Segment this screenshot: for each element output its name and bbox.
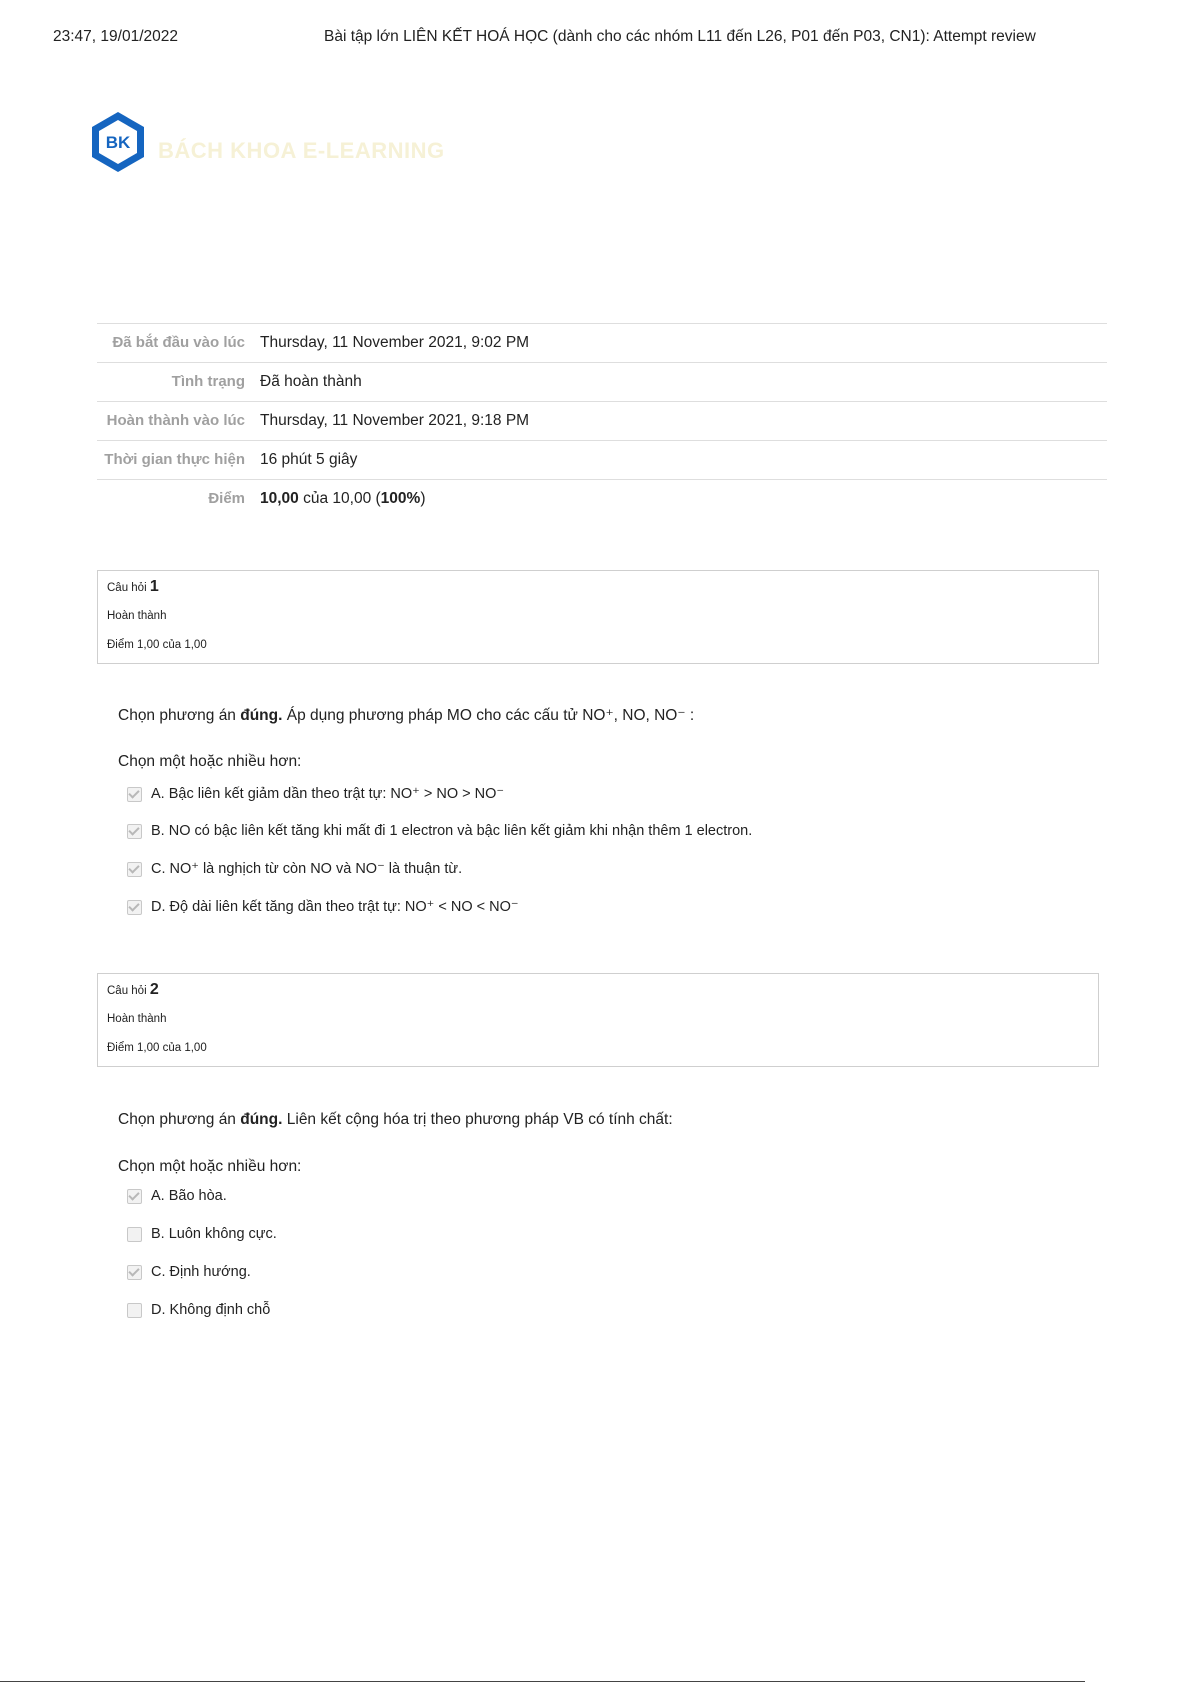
question-text-1 bbox=[118, 706, 694, 725]
question-text-2 bbox=[118, 1111, 673, 1129]
checkbox-checked[interactable] bbox=[127, 862, 142, 877]
question-info-2 bbox=[97, 973, 1099, 1067]
option-label: A. Bão hòa. bbox=[151, 1188, 227, 1204]
summary-label: Hoàn thành vào lúc bbox=[97, 402, 260, 441]
answer-option[interactable] bbox=[127, 823, 752, 839]
brand-name: BÁCH KHOA E-LEARNING bbox=[158, 138, 445, 163]
page-divider bbox=[0, 1681, 1085, 1682]
question-number-value: 2 bbox=[149, 981, 159, 998]
summary-value bbox=[260, 480, 1107, 519]
summary-row-state bbox=[97, 363, 1107, 402]
bk-logo[interactable] bbox=[88, 110, 148, 174]
summary-label: Thời gian thực hiện bbox=[97, 441, 260, 480]
question-grade: Điểm 1,00 của 1,00 bbox=[107, 639, 207, 651]
checkbox-checked[interactable] bbox=[127, 1189, 142, 1204]
question-text-bold: đúng. bbox=[240, 1111, 283, 1128]
answer-prompt: Chọn một hoặc nhiều hơn: bbox=[118, 753, 302, 770]
summary-label: Điểm bbox=[97, 480, 260, 519]
question-number bbox=[107, 981, 159, 999]
answer-option[interactable] bbox=[127, 1302, 270, 1318]
grade-close: ) bbox=[420, 490, 426, 507]
question-text-bold: đúng. bbox=[240, 707, 283, 724]
logo-text: BK bbox=[105, 133, 131, 152]
grade-score: 10,00 bbox=[260, 490, 299, 507]
option-label: D. Không định chỗ bbox=[151, 1302, 271, 1318]
question-text-post: Áp dụng phương pháp MO cho các cấu tử NO⁺, NO, NO⁻ : bbox=[286, 707, 695, 724]
attempt-summary-table bbox=[97, 323, 1107, 518]
summary-label: Đã bắt đầu vào lúc bbox=[97, 324, 260, 363]
question-status: Hoàn thành bbox=[107, 610, 167, 622]
question-info-1 bbox=[97, 570, 1099, 664]
answer-option[interactable] bbox=[127, 786, 504, 802]
summary-row-started bbox=[97, 324, 1107, 363]
question-text-pre: Chọn phương án bbox=[118, 707, 236, 724]
option-label: A. Bậc liên kết giảm dần theo trật tự: NO⁺ > NO > NO⁻ bbox=[151, 786, 505, 802]
checkbox-unchecked[interactable] bbox=[127, 1303, 142, 1318]
summary-value: Thursday, 11 November 2021, 9:02 PM bbox=[260, 324, 1107, 363]
checkbox-checked[interactable] bbox=[127, 900, 142, 915]
grade-percent: 100% bbox=[380, 490, 421, 507]
print-page-title: Bài tập lớn LIÊN KẾT HOÁ HỌC (dành cho các nhóm L11 đến L26, P01 đến P03, CN1): Attempt review bbox=[324, 28, 1036, 45]
question-text-pre: Chọn phương án bbox=[118, 1111, 236, 1128]
checkbox-checked[interactable] bbox=[127, 824, 142, 839]
question-text-post: Liên kết cộng hóa trị theo phương pháp VB có tính chất: bbox=[286, 1111, 673, 1128]
answer-option[interactable] bbox=[127, 861, 462, 877]
question-grade: Điểm 1,00 của 1,00 bbox=[107, 1042, 207, 1054]
answer-option[interactable] bbox=[127, 1226, 277, 1242]
checkbox-unchecked[interactable] bbox=[127, 1227, 142, 1242]
question-number-value: 1 bbox=[149, 578, 159, 595]
summary-row-time bbox=[97, 441, 1107, 480]
summary-row-completed bbox=[97, 402, 1107, 441]
grade-of: của 10,00 ( bbox=[303, 490, 381, 507]
option-label: B. NO có bậc liên kết tăng khi mất đi 1 electron và bậc liên kết giảm khi nhận thêm 1 electron. bbox=[151, 823, 753, 839]
answer-option[interactable] bbox=[127, 1188, 227, 1204]
summary-value: 16 phút 5 giây bbox=[260, 441, 1107, 480]
option-label: C. Định hướng. bbox=[151, 1264, 251, 1280]
checkbox-checked[interactable] bbox=[127, 1265, 142, 1280]
print-timestamp: 23:47, 19/01/2022 bbox=[53, 28, 178, 45]
summary-value: Đã hoàn thành bbox=[260, 363, 1107, 402]
summary-value: Thursday, 11 November 2021, 9:18 PM bbox=[260, 402, 1107, 441]
summary-row-grade bbox=[97, 480, 1107, 519]
summary-label: Tình trạng bbox=[97, 363, 260, 402]
question-label: Câu hỏi bbox=[107, 985, 147, 997]
answer-prompt: Chọn một hoặc nhiều hơn: bbox=[118, 1158, 302, 1175]
option-label: B. Luôn không cực. bbox=[151, 1226, 277, 1242]
answer-option[interactable] bbox=[127, 1264, 251, 1280]
checkbox-checked[interactable] bbox=[127, 787, 142, 802]
question-number bbox=[107, 578, 159, 596]
option-label: C. NO⁺ là nghịch từ còn NO và NO⁻ là thuận từ. bbox=[151, 861, 463, 877]
option-label: D. Độ dài liên kết tăng dần theo trật tự: NO⁺ < NO < NO⁻ bbox=[151, 899, 519, 915]
question-label: Câu hỏi bbox=[107, 582, 147, 594]
question-status: Hoàn thành bbox=[107, 1013, 167, 1025]
answer-option[interactable] bbox=[127, 899, 519, 915]
